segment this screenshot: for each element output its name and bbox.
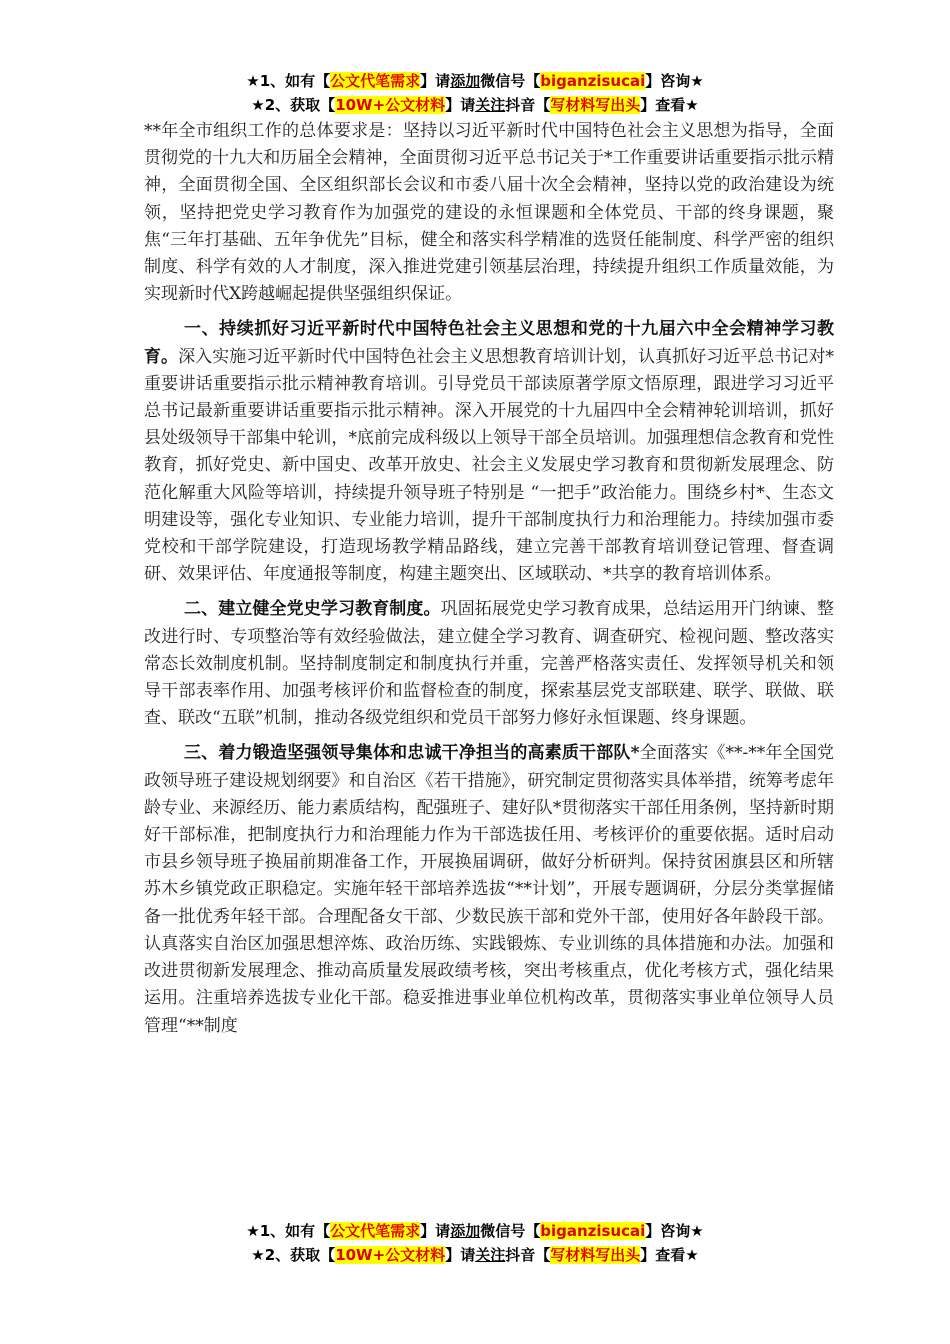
douyin-id-highlight: 写材料写出头 [550, 96, 641, 114]
banner-text: 】查看★ [640, 96, 699, 114]
section-paragraph-1 [144, 316, 834, 588]
section-heading: 二、建立健全党史学习教育制度。 [184, 599, 441, 620]
section-paragraph-2 [144, 596, 834, 732]
wechat-id-highlight: biganzisucai [540, 1222, 646, 1240]
section-heading: 一、持续抓好习近平新时代中国特色社会主义思想和党的十九届六中全会精神学习教育。 [144, 319, 834, 367]
intro-paragraph: **年全市组织工作的总体要求是：坚持以习近平新时代中国特色社会主义思想为指导，全面贯彻党的十九大和历届全会精神，全面贯彻习近平总书记关于*工作重要讲话重要指示批示精神，全面贯彻全国、全区组织部长会议和市委八届十次全会精神，坚持以党的政治建设为统领，坚持把党史学习教育作为加强党的建设的永恒课题和全体党员、干部的终身课题，聚焦“三年打基础、五年争优先”目标，健全和落实科学精准的选贤任能制度、科学严密的组织制度、科学有效的人才制度，深入推进党建引领基层治理，持续提升组织工作质量效能，为实现新时代X跨越崛起提供坚强组织保证。 [144, 121, 834, 305]
banner-highlight: 公文代笔需求 [330, 72, 421, 90]
banner-underlined: 添加 [450, 72, 481, 90]
section-heading: 三、着力锻造坚强领导集体和忠诚干净担当的高素质干部队* [184, 743, 640, 764]
banner-text: 】咨询★ [645, 1222, 704, 1240]
banner-line-2 [0, 1244, 950, 1268]
banner-text: 微信号【 [480, 72, 541, 90]
douyin-id-highlight: 写材料写出头 [550, 1246, 641, 1264]
banner-text: 】请 [420, 72, 451, 90]
document-body [144, 118, 834, 1048]
bottom-banner [0, 1220, 950, 1268]
top-banner [0, 70, 950, 118]
wechat-id-highlight: biganzisucai [540, 72, 646, 90]
section-paragraph-3 [144, 740, 834, 1039]
banner-text: 抖音【 [505, 1246, 551, 1264]
banner-text: 微信号【 [480, 1222, 541, 1240]
banner-text: ★2、获取【 [251, 96, 336, 114]
banner-highlight: 10W+公文材料 [335, 96, 446, 114]
banner-text: 】咨询★ [645, 72, 704, 90]
banner-highlight: 10W+公文材料 [335, 1246, 446, 1264]
banner-text: 】请 [445, 96, 476, 114]
section-text: 深入实施习近平新时代中国特色社会主义思想教育培训计划，认真抓好习近平总书记对*重要讲话重要指示批示精神教育培训。引导党员干部读原著学原文悟原理，跟进学习习近平总书记最新重要讲话重要指示批示精神。深入开展党的十九届四中全会精神轮训培训，抓好县处级领导干部集中轮训，*底前完成科级以上领导干部全员培训。加强理想信念教育和党性教育，抓好党史、新中国史、改革开放史、社会主义发展史学习教育和贯彻新发展理念、防范化解重大风险等培训，持续提升领导班子特别是 “一把手”政治能力。围绕乡村*、生态文明建设等，强化专业知识、专业能力培训，提升干部制度执行力和治理能力。持续加强市委党校和干部学院建设，打造现场教学精品路线，建立完善干部教育培训登记管理、督查调研、效果评估、年度通报等制度，构建主题突出、区域联动、*共享的教育培训体系。 [144, 346, 835, 585]
section-text: 全面落实《**-**年全国党政领导班子建设规划纲要》和自治区《若干措施》，研究制定贯彻落实具体举措，统筹考虑年龄专业、来源经历、能力素质结构，配强班子、建好队*贯彻落实干部任用条例，坚持新时期好干部标准，把制度执行力和治理能力作为干部选拔任用、考核评价的重要依据。适时启动市县乡领导班子换届前期准备工作，开展换届调研，做好分析研判。保持贫困旗县区和所辖苏木乡镇党政正职稳定。实施年轻干部培养选拔“**计划”，开展专题调研，分层分类掌握储备一批优秀年轻干部。合理配备女干部、少数民族干部和党外干部，使用好各年龄段干部。认真落实自治区加强思想淬炼、政治历练、实践锻炼、专业训练的具体措施和办法。加强和改进贯彻新发展理念、推动高质量发展政绩考核，突出考核重点，优化考核方式，强化结果运用。注重培养选拔专业化干部。稳妥推进事业单位机构改革，贯彻落实事业单位领导人员管理“**制度 [144, 743, 834, 1036]
banner-text: 】请 [445, 1246, 476, 1264]
banner-highlight: 公文代笔需求 [330, 1222, 421, 1240]
banner-line-2 [0, 94, 950, 118]
banner-line-1 [0, 1220, 950, 1244]
banner-text: 抖音【 [505, 96, 551, 114]
banner-line-1 [0, 70, 950, 94]
section-text: 巩固拓展党史学习教育成果，总结运用开门纳谏、整改进行时、专项整治等有效经验做法，建立健全学习教育、调查研究、检视问题、整改落实常态长效制度机制。坚持制度制定和制度执行并重，完善严格落实责任、发挥领导机关和领导干部表率作用、加强考核评价和监督检查的制度，探索基层党支部联建、联学、联做、联查、联改“五联”机制，推动各级党组织和党员干部努力修好永恒课题、终身课题。 [144, 599, 835, 729]
banner-underlined: 添加 [450, 1222, 481, 1240]
banner-text: ★1、如有【 [246, 72, 331, 90]
banner-underlined: 关注 [475, 96, 506, 114]
banner-text: ★2、获取【 [251, 1246, 336, 1264]
banner-text: ★1、如有【 [246, 1222, 331, 1240]
banner-text: 】请 [420, 1222, 451, 1240]
banner-underlined: 关注 [475, 1246, 506, 1264]
banner-text: 】查看★ [640, 1246, 699, 1264]
